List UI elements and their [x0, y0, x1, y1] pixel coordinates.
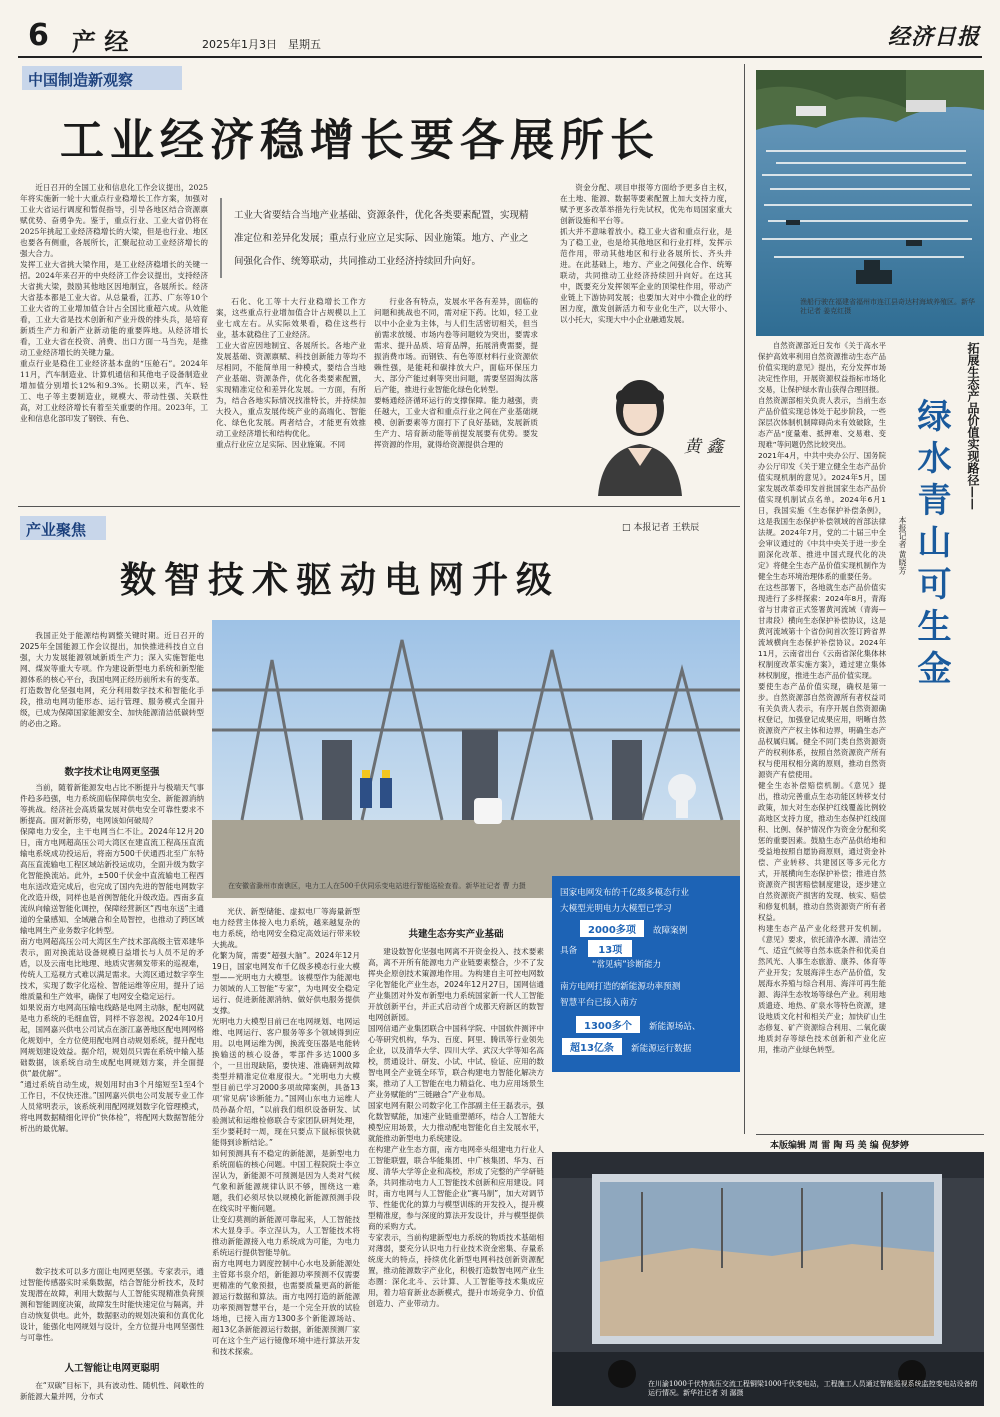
author-portrait — [580, 366, 730, 496]
feature-col3 — [368, 946, 544, 1408]
infographic-line3: 南方电网打造的新能源功率预测 — [560, 982, 681, 992]
feature-col1 — [20, 782, 204, 1266]
sidebar-divider — [744, 64, 745, 1134]
editors-rule — [756, 1134, 984, 1135]
feature-col2 — [212, 906, 360, 1408]
page-number: 6 — [28, 18, 49, 53]
top-article-col2 — [216, 296, 366, 498]
section-title: 产 经 — [72, 27, 129, 56]
stat5-value: 超13亿条 — [562, 1038, 622, 1055]
feature-intro — [20, 630, 204, 760]
top-article-rule — [18, 506, 740, 507]
feature-byline: □ 本报记者 王轶辰 — [622, 523, 700, 533]
column-label-text: 中国制造新观察 — [28, 71, 134, 89]
page-editors: 本版编辑 周 雷 陶 玛 美 编 倪梦婷 — [770, 1141, 909, 1151]
feature-bottom-photo-caption: 在川渝1000千伏特高压交流工程铜梁1000千伏变电站，工程施工人员通过智能巡视系统监控变电站设备的运行情况。新华社记者 刘 潺摄 — [648, 1380, 978, 1397]
stat1-value: 2000多项 — [580, 920, 644, 937]
sidebar-photo — [756, 70, 984, 336]
feature-subhead-2: 人工智能让电网更聪明 — [64, 1363, 160, 1374]
feature-col2-text: 光伏、新型储能、虚拟电厂等海量新型电力经营主体接入电力系统，越来越复杂的电力系统，给电网安全稳定高效运行带来较大挑战。 化繁为简，需要“超强大脑”。2024年12月19日，国家电网发布千亿级多模态行业大模型——光明电力大模型。该模型作为能源电力领域的人工智能“专家”，为电网安全稳定运行、促进新能源消纳、做好供电服务提供支撑。 光明电力大模型目前已在电网规划、电网运维、电网运行、客户服务等多个领域得到应用。以电网运维为例，换流变压器是电能转换输送的核心设备，零部件多达1000多个，一旦出现缺陷，要快速、准确研判故障类型并精准定位难度很大。“光明电力大模型目前已学习2000多项故障案例，具备13项‘常见病’诊断能力。”国网山东电力运维人员孙磊介绍，“以前我们组织设备研发、试验测试和运维检修联合专家团队研判处理，至少要耗时一周，现在只要点下鼠标很快就能得到诊断结论。” 如何预测具有不稳定的新能源，是新型电力系统面临的核心问题。中国工程院院士李立浧认为，新能源不可预测是因为人类对气候气象和新能源规律认识不够，围绕这一难题，我们必须尽快以规模化新能源预测手段在线实时平衡问题。 让变幻莫测的新能源可靠起来，人工智能技术大显身手。李立浧认为，人工智能技术将推动新能源接入电力系统成为可能，为电力系统运行提供智能导航。 南方电网电力调度控制中心水电及新能源处主管郑书泉介绍，新能源功率预测不仅需要更精准的气象预报，也需要质量更高的新能源运行数据和算法。南方电网打造的新能源功率预测智慧平台，是一个完全开放的试验场地，已接入南方1300多个新能源场站、超13亿条新能源运行数据，新能源预测厂家可在这个生产运行镜像环境中进行算法开发和技术探索。 — [212, 907, 360, 1356]
sidebar-body-text: 自然资源部近日发布《关于高水平保护高效率利用自然资源推动生态产品价值实现的意见》提出，充分发挥市场决定性作用，开展资源权益指标市场化交易，让保护绿水青山获得合理回报。 自然资源部相关负责人表示，当前生态产品价值实现总体处于起步阶段，一些深层次体制机制障碍尚未有效破除，生态产品“度量难、抵押难、交易难、变现难”等问题仍然比较突出。 2021年4月，中共中央办公厅、国务院办公厅印发《关于建立健全生态产品价值实现机制的意见》。2024年5月，国家发展改革委印发首批国家生态产品价值实现机制试点名单。2024年6月1日，我国实施《生态保护补偿条例》，这是我国生态保护补偿领域的首部法律法规。2024年7月，党的二十届三中全会审议通过的《中共中央关于进一步全面深化改革、推进中国式现代化的决定》将健全生态产品价值实现机制作为健全生态环境治理体系的重要任务。 在这些部署下，各地就生态产品价值实现进行了多样探索：2024年8月，青海省与甘肃省正式签署黄河流域（青海—甘肃段）横向生态保护补偿协议，这是黄河流域第十个省份间首次签订跨省界流域横向生态保护补偿协议。2024年11月，云南省出台《云南省深化集体林权制度改革实施方案》，通过建立集体林权制度，推进生态产品价值实现。 要使生态产品价值实现，确权是第一步。自然资源部自然资源所有者权益司有关负责人表示，有序开展自然资源确权登记，加强登记成果应用，明晰自然资源资产产权主体和边界，明确生态产品权属归属。健全不同门类自然资源资产的权利体系，按照自然资源资产所有权与使用权相分离的原则，推动自然资源资产有偿使用。 健全生态补偿赔偿机制。《意见》提出，推动完善重点生态功能区转移支付政策，加大对生态保护红线覆盖比例较高地区支持力度，推动生态保护红线面积、比例、保护情况作为资金分配和奖惩的重要因素。鼓励生态产品供给地和受益地按照自愿协商原则，通过资金补偿、产业转移、共建园区等多元化方式，开展横向生态保护补偿；推进自然资源资产损害赔偿制度建设，逐步建立自然资源资产损害的发现、核实、赔偿和修复机制，推动自然资源资产所有者权益。 构建生态产品产业化经营开发机制。《意见》要求，依托清净水源、清洁空气、适宜气候等自然本底条件和优美自然风光、人事生态旅游、康养、体育等产业开发；发展海洋生态产品价值，发展海水养殖与综合利用、海洋可再生能源、海洋生态牧场等绿色产业。利用地质遗迹、地热、矿泉水等特色资源，建设地质文化村和相关产业；加快矿山生态修复、矿产资源综合利用、二氧化碳地质封存等绿色技术创新和产业化应用，推动产业绿色转型。 — [758, 341, 886, 1054]
stat2-prefix: 具备 — [560, 946, 578, 956]
sidebar-photo-caption: 渔船行驶在福建省福州市连江县奇达村海域养殖区。新华社记者 姜克红摄 — [800, 298, 975, 315]
author-signature: 黄 鑫 — [684, 437, 724, 457]
top-article-col4 — [560, 182, 732, 354]
feature-main-photo — [212, 620, 740, 898]
feature-intro-text: 我国正处于能源结构调整关键时期。近日召开的2025年全国能源工作会议提出，加快推进科技自立自强，大力发展能源领域新质生产力；深入实施智能电网、煤炭等重大专项。作为建设新型电力系统和新型能源体系的核心平台，我国电网正经历前所未有的变革。打造数智化坚强电网，充分利用数字技术和智能化手段，推动电网功能形态、运行管理、服务模式全面升级，已成为保障国家能源安全、加快能源清洁低碳转型的必由之路。 — [20, 631, 204, 728]
top-article-col3 — [374, 296, 538, 498]
sidebar-byline: 本报记者 黄晓芳 — [898, 516, 907, 575]
feature-col1c — [20, 1380, 204, 1410]
top-headline: 工业经济稳增长要各展所长 — [60, 115, 660, 166]
stat4-label: 新能源场站、 — [648, 1022, 701, 1032]
stat5-label: 新能源运行数据 — [631, 1044, 692, 1054]
feature-col1-text: 当前，随着新能源发电占比不断提升与极端天气事件趋多趋强，电力系统面临保障供电安全、新能源消纳等挑战。经济社会高质量发展对供电安全可靠性要求不断提高。面对新形势，电网该如何破局？ 保障电力安全，主干电网当仁不让。2024年12月20日，南方电网超高压公司大湾区在建直流工程高压直流输电系统成功投运后，将南方500千伏通西北至广东特高压直流输电工程区域站新投运成功，全面升级为数字化智能换流站。此外，±500千伏金中直流输电工程西电东送改造完成后，也完成了国内先进的智能电网数字化改造升级，同样也是首例智能化升级改造。西南多直流纵向输送智能化调控，保障经营新区“西电东送”主通道的全量感知、全域融合和全局智控，也推动了跨区域输电网生产业务数字化转型。 南方电网超高压公司大湾区生产技术部高级主管邓建华表示，面对换流站设备规模日益增长与人员不足的矛盾，以及云南电比地理、地质灾害频发带来的巡视难，传统人工巡视方式难以满足需求。大湾区通过数字孪生技术，实现了数字化巡检、智能运维等应用，提升了运维质量和生产效率，确保了电网安全稳定运行。 如果说南方电网高压输电线路是电网主动脉，配电网就是电力系统的毛细血管，同样不容忽视。2024年10月起，国网嘉兴供电公司试点在浙江嘉善地区配电网网格化规划中，全方位使用配电网自动规划系统，提升配电网规划建设效益。据介绍，规划员只需在系统中输入基础数据，该系统自动生成配电网规划方案，并全面提供“最优解”。 “通过系统自动生成，规划用时由3个月缩短至1至4个工作日，不仅快还准。”国网嘉兴供电公司发展专业工作人员常明表示，该系统利用配网规划数字化管理模式，将电网数据精细化评价“快体检”，将配网大数据智能分析出的最优解。 — [20, 783, 204, 1133]
feature-col1b-text: 数字技术可以多方面让电网更坚强。专家表示，通过智能传感器实时采集数据，结合智能分析技术，及时发现潜在故障，利用大数据与人工智能实现精准负荷预测和智能调度决策，故障发生时能快速定位与隔离，并自动恢复供电。此外，数据驱动的规划决策和仿真优化设计，能强化电网规划与设计，全方位提升电网坚强性与可靠性。 — [20, 1267, 204, 1342]
sidebar-body-text-top — [758, 340, 886, 1054]
newspaper-logo: 经济日报 — [888, 24, 981, 50]
feature-col1b — [20, 1266, 204, 1354]
top-article-col1 — [20, 182, 208, 498]
infographic-stat5 — [562, 1036, 691, 1055]
feature-subhead-3: 共建生态夯实产业基础 — [408, 929, 504, 940]
feature-bottom-photo — [552, 1152, 984, 1406]
column-label-observation — [22, 66, 182, 90]
pullquote-text: 工业大省要结合当地产业基础、资源条件，优化各类要素配置，实现精准定位和差异化发展；重点行业应立足实际、因业施策。地方、产业之间强化合作、统筹联动，共同推动工业经济持续回升向好。 — [234, 210, 529, 267]
infographic-stat4 — [576, 1014, 701, 1033]
feature-col1c-text: 在“双碳”目标下，具有波动性、随机性、间歇性的新能源大量并网，分布式 — [20, 1381, 204, 1401]
stat1-label: 故障案例 — [652, 926, 688, 936]
infographic-panel — [552, 876, 740, 1072]
top-col2-text: 石化、化工等十大行业稳增长工作方案，这些重点行业增加值合计占规模以上工业七成左右。从实际效果看，稳住这些行业，基本就稳住了工业经济。 工业大省应因地制宜、各展所长。各地产业发展基础、资源禀赋、科技创新能力等均不尽相同，不能简单用一种模式，要结合当地产业基础、资源条件，优化各类要素配置，实现精准定位和差异化发展。一方面，有所为，结合各地实际情况找准特长，并持续加大投入，重点发展传统产业的高端化、智能化、绿色化发展。两者结合，才能更有效推动工业经济增长和结构优化。 重点行业应立足实际、因业施策。不同 — [216, 297, 366, 449]
infographic-line2: 大模型光明电力大模型已学习 — [560, 904, 672, 914]
column-label-focus — [20, 516, 106, 540]
infographic-stat1 — [580, 918, 687, 937]
feature-headline: 数智技术驱动电网升级 — [120, 559, 561, 601]
masthead-rule — [18, 56, 982, 58]
infographic-line4: 智慧平台已接入南方 — [560, 998, 638, 1008]
sidebar-body — [758, 340, 984, 1136]
sidebar-kicker: 拓展生态产品价值实现路径—— — [966, 342, 980, 510]
issue-date: 2025年1月3日 星期五 — [202, 38, 321, 51]
feature-col3-text: 建设数智化坚强电网离不开资金投入、技术要素高，离不开所有能源电力产业链要素整合，少不了发挥央企原创技术策源地作用。为构建自主可控电网数字化智能化产业生态，2024年12月27日，国网信通产业集团对外发布新型电力系统国家新一代人工智能开放创新平台，并正式启动首个成都天府新区的数智电网创新园。 国网信通产业集团联合中国科学院、中国软件测评中心等研究机构，华为、百度、阿里、腾讯等行业领先企业，以及清华大学、四川大学、武汉大学等知名高校，贯通设计、研发、小试、中试、验证、应用的数智电网全产业链全环节，联合构建电力智能化解决方案，推动了人工智能在电力精益化、电力应用场景生产业务赋能的“三链融合”产业布局。 国家电网有限公司数字化工作部副主任王磊表示，强化数智赋能，加速产业链重塑循环，结合人工智能大模型应用场景，大力推动配电智能化自主发展水平，就能推动新型电力系统建设。 在构建产业生态方面，南方电网牵头组建电力行业人工智能联盟，联合华能集团、中广核集团、华为、百度、清华大学等企业和高校，形成了完整的产学研链条，共同推动电力人工智能技术创新和应用建设。同时，南方电网与人工智能企业“赛马制”，加大对调节节、性能优化的算力与模型训练的开发投入，提升模型精准度，参与深度的算法开发设计，并与模型提供商的采购方式。 专家表示，当前构建新型电力系统的物质技术基础相对薄弱，要充分认识电力行业技术资金密集、存量系统庞大的特点，持续优化新型电网科技创新资源配置，推动能源数字产业化，积极打造数智电网产业生态圈：深化北斗、云计算、人工智能等技术集成应用，着力培育新业态新模式，提升市场竞争力、价值创造力、产业带动力。 — [368, 947, 544, 1308]
pullquote-box — [220, 198, 536, 278]
infographic-stat3: “常见病”诊断能力 — [592, 960, 662, 970]
top-col1-text: 近日召开的全国工业和信息化工作会议提出，2025年将实施新一轮十大重点行业稳增长工作方案，加强对工业大省运行调度和暂促指导，引导各地区结合资源禀赋优势、奋勇争先。鉴于，重点行业、工业大省仍将在2025年挑起工业经济稳增长的大梁，但是也行业、地区也要各有侧重，各展所长，汇聚起拉动工业经济增长的强大合力。 发挥工业大省挑大梁作用，是工业经济稳增长的关键一招。2024年来召开的中央经济工作会议提出，支持经济大省挑大梁，鼓励其他地区因地制宜，各展所长。经济大省基本都是工业大省。从总量看，江苏、广东等10个工业大省的工业增加值合计占全国比重超六成。从效能看，工业大省是技术创新和产业升级的排头兵，是培育新质生产力和新产业新动能的重要阵地。从经济增长看，工业大省在投资、消费、出口方面一马当先，是推动工业经济增长的关键力量。 重点行业是稳住工业经济基本盘的“压舱石”。2024年11月，汽车制造业、计算机通信和其他电子设备制造业增加值分别增长12%和9.3%。长期以来，汽车、轻工、电子等主要制造业，规模大、带动性强、关联性高，对工业经济增长有着至关重要的作用。2023年，工业和信息化部印发了钢铁、有色、 — [20, 183, 208, 423]
sidebar-headline: 绿水青山可生金 — [911, 398, 951, 692]
stat4-value: 1300多个 — [576, 1016, 640, 1033]
top-col3-text: 行业各有特点，发展水平各有差异，面临的问题和挑战也不同，需对症下药。比如，轻工业以中小企业为主体，与人们生活密切相关，但当前需求放缓、市场内卷等问题较为突出，要需求需求、提升品质、培育品牌，拓展消费需要，提振消费市场。而钢铁、有色等原材料行业资源依赖性强，是能耗和碳排放大户，面临环保压力大、部分产能过剩等突出问题，需要坚固淘汰落后产能，推进行业智能化绿色化转型。 要畅通经济循环运行的支撑保障。能力越强，责任越大，工业大省和重点行业之间在产业基础规模、创新要素等方面打下了良好基础，发展新质生产力、培育新动能等前提发展要有优势。要发挥资源的作用，就得给资源提供合理的 — [374, 297, 538, 449]
infographic-stat2 — [560, 938, 632, 957]
feature-main-photo-caption: 在安徽省滁州市南谯区，电力工人在500千伏同乐变电站进行智能巡检查看。新华社记者 曹 力摄 — [228, 882, 526, 890]
top-col4-text: 资金分配、项目申报等方面给予更多自主权，在土地、能源、数据等要素配置上加大支持力度，赋予更多改革举措先行先试权，优先布局国家重大创新设施和平台等。 抓大并不意味着放小。稳工业大省和重点行业，是为了稳工业，也是给其他地区和行业打样，发挥示范作用，带动其他地区和行业各展所长、齐头并进。在此基础上，地方、产业之间强化合作、统筹联动，共同推动工业经济持续回升向好。在这其中，既要充分发挥领军企业的顶梁柱作用，带动产业链上下游协同发展；也要加大对中小微企业的纾困力度，激发创新活力和专业化生产，以大带小、以小托大，实现大中小企业融通发展。 — [560, 183, 732, 324]
stat2-value: 13项 — [588, 940, 632, 957]
feature-subhead-1: 数字技术让电网更坚强 — [64, 767, 160, 778]
infographic-line1: 国家电网发布的千亿级多模态行业 — [560, 888, 689, 898]
column-label-focus-text: 产业聚焦 — [26, 521, 87, 539]
